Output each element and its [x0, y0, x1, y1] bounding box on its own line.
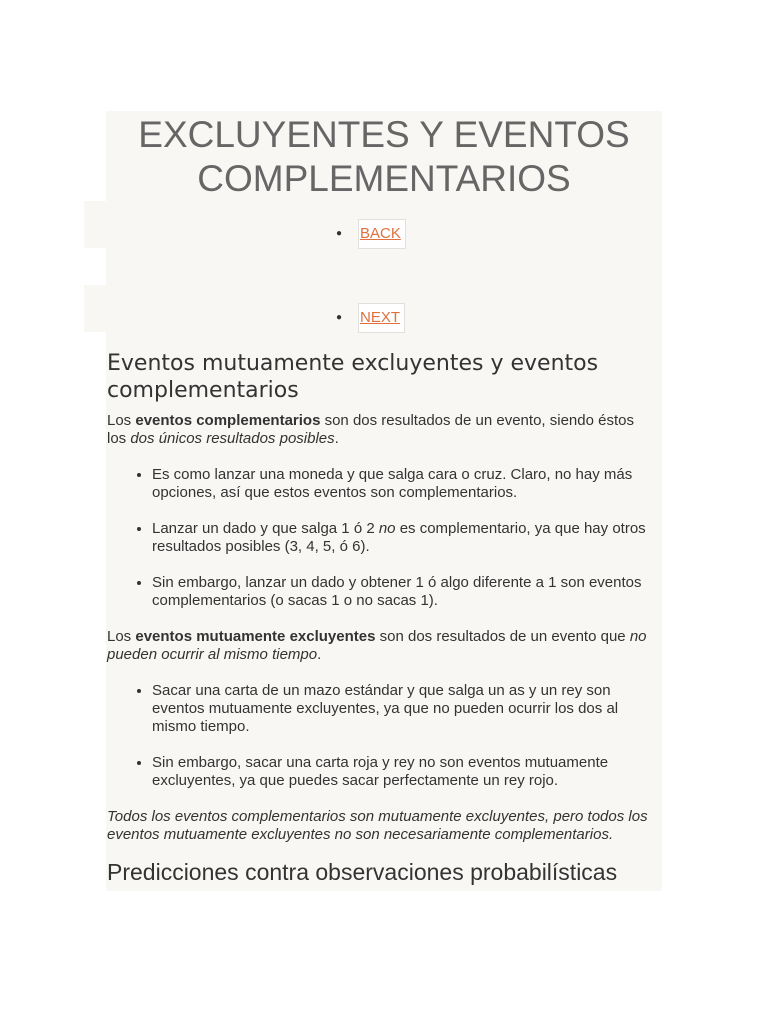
back-button: [358, 219, 406, 249]
text-run: son dos resultados de un evento, siendo éstos los: [107, 412, 634, 447]
bullet-icon: ●: [336, 228, 343, 239]
text-run: Los: [107, 628, 136, 645]
intro-paragraph: [107, 412, 652, 448]
bold-term: eventos complementarios: [135, 412, 321, 429]
nav-band-back: [84, 201, 108, 248]
text-run: .: [334, 430, 339, 447]
list-item: • Sacar una carta de un mazo estándar y que salga un as y un rey son eventos mutuamente excluyentes, ya que no pueden ocurrir los dos al mismo tiempo.: [152, 682, 652, 736]
italic-phrase: no pueden ocurrir al mismo tiempo: [107, 628, 647, 663]
italic-phrase: no: [378, 520, 396, 537]
next-link[interactable]: NEXT: [360, 309, 401, 326]
text-run: son dos resultados de un evento que: [375, 628, 630, 645]
exclusive-examples-list: [107, 682, 652, 790]
exclusive-paragraph: [107, 628, 652, 664]
text-run: .: [317, 646, 322, 663]
next-button: [358, 303, 405, 333]
complementary-examples-list: [107, 466, 652, 610]
section-heading: Eventos mutuamente excluyentes y eventos complementarios: [107, 351, 599, 403]
back-link[interactable]: BACK: [360, 225, 401, 242]
nav-band-next: [84, 285, 108, 332]
text-run: Los: [107, 412, 136, 429]
conclusion-paragraph: [107, 808, 652, 844]
list-item: • Es como lanzar una moneda y que salga cara o cruz. Claro, no hay más opciones, así que estos eventos son complementarios.: [152, 466, 652, 502]
list-item: [152, 520, 652, 556]
page-title: EXCLUYENTES Y EVENTOS COMPLEMENTARIOS: [138, 114, 630, 199]
text-run: es complementario, ya que hay otros resultados posibles (3, 4, 5, ó 6).: [152, 520, 646, 555]
article-content: [107, 350, 652, 894]
section-heading-2: Predicciones contra observaciones probabilísticas: [107, 859, 618, 885]
list-item: • Sin embargo, lanzar un dado y obtener 1 ó algo diferente a 1 son eventos complementarios (o sacas 1 o no sacas 1).: [152, 574, 652, 610]
bold-term: eventos mutuamente excluyentes: [135, 628, 376, 645]
italic-phrase: Todos los eventos complementarios son mutuamente excluyentes, pero todos los eventos mutuamente excluyentes no son necesariamente complementarios.: [107, 808, 648, 843]
nav-item-back: [336, 219, 406, 249]
italic-phrase: dos únicos resultados posibles: [130, 430, 335, 447]
nav-item-next: [336, 303, 405, 333]
text-run: Lanzar un dado y que salga 1 ó 2: [152, 520, 379, 537]
list-item: • Sin embargo, sacar una carta roja y rey no son eventos mutuamente excluyentes, ya que puedes sacar perfectamente un rey rojo.: [152, 754, 652, 790]
bullet-icon: ●: [336, 312, 343, 323]
